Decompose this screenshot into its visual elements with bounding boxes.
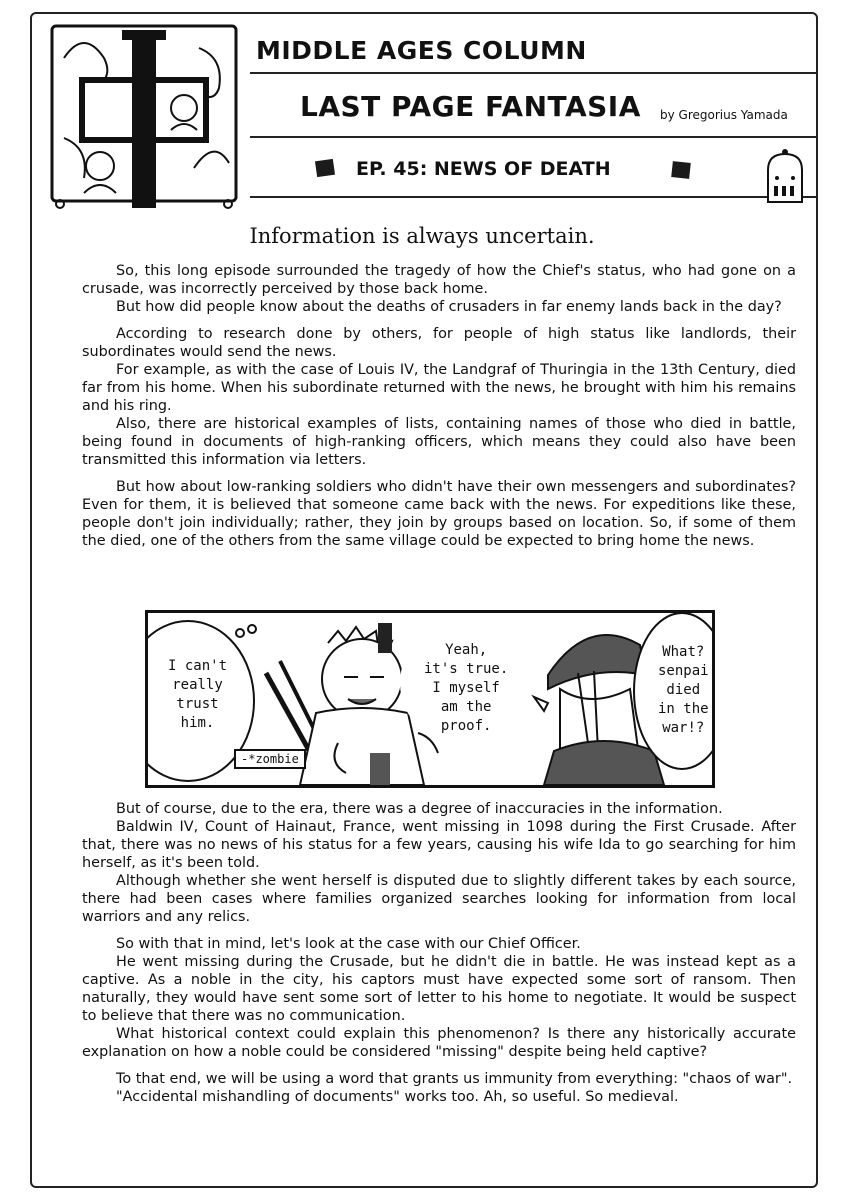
column-title: LAST PAGE FANTASIA	[300, 90, 641, 123]
speech-bubble-left: I can't really trust him.	[168, 658, 228, 731]
article-subtitle: Information is always uncertain.	[249, 224, 595, 248]
illuminated-initial-emblem	[44, 18, 244, 213]
paragraph: Also, there are historical examples of lists, containing names of those who died in battle, being found in documents of high-ranking officers, which means they could also have been transmitted this information via letters.	[82, 416, 796, 468]
salt-shaker-mascot-icon	[760, 148, 810, 204]
author-byline: by Gregorius Yamada	[660, 108, 788, 122]
header-rule	[250, 72, 816, 74]
paragraph: To that end, we will be using a word that grants us immunity from everything: "chaos of war".	[116, 1071, 793, 1087]
paragraph: So with that in mind, let's look at the case with our Chief Officer.	[116, 936, 581, 952]
speech-bubble-right: What? senpai died in the war!?	[658, 644, 709, 736]
comic-panel	[145, 610, 715, 788]
article-body-top	[82, 262, 796, 550]
paragraph: But how about low-ranking soldiers who didn't have their own messengers and subordinates? Even for them, it is believed that someone came back with the news. For expeditions like these, people don't join individually; rather, they join by groups based on location. So, if some of them the died, one of the others from the same village could be expected to bring home the news.	[82, 479, 796, 549]
black-square-icon	[315, 159, 335, 177]
paragraph: What historical context could explain this phenomenon? Is there any historically accurate explanation on how a noble could be considered "missing" despite being held captive?	[82, 1026, 796, 1060]
paragraph: But how did people know about the deaths of crusaders in far enemy lands back in the day?	[116, 299, 782, 315]
paragraph: "Accidental mishandling of documents" works too. Ah, so useful. So medieval.	[116, 1089, 679, 1105]
paragraph: But of course, due to the era, there was a degree of inaccuracies in the information.	[116, 801, 723, 817]
paragraph: He went missing during the Crusade, but he didn't die in battle. He was instead kept as a captive. As a noble in the city, his captors must have expected some sort of ransom. Then naturally, they would have sent some sort of letter to his home to negotiate. It would be suspect to believe that there was no communication.	[82, 954, 796, 1024]
article-body-bottom	[82, 800, 796, 1106]
series-title: MIDDLE AGES COLUMN	[256, 36, 587, 65]
header-rule	[250, 136, 816, 138]
paragraph: Baldwin IV, Count of Hainaut, France, went missing in 1098 during the First Crusade. After that, there was no news of his status for a few years, causing his wife Ida to go searching for him herself, as it's been told.	[82, 819, 796, 871]
zombie-caption: -*zombie	[234, 749, 306, 769]
paragraph: Although whether she went herself is disputed due to slightly different takes by each source, there had been cases where families organized searches looking for information from local warriors and any relics.	[82, 873, 796, 925]
header-rule	[250, 196, 816, 198]
paragraph: So, this long episode surrounded the tragedy of how the Chief's status, who had gone on a crusade, was incorrectly perceived by those back home.	[82, 263, 796, 297]
speech-bubble-middle: Yeah, it's true. I myself am the proof.	[424, 642, 509, 734]
black-square-icon	[671, 161, 691, 179]
episode-title: EP. 45: NEWS OF DEATH	[356, 158, 611, 180]
paragraph: For example, as with the case of Louis IV, the Landgraf of Thuringia in the 13th Century, died far from his home. When his subordinate returned with the news, he brought with him his remains and his ring.	[82, 362, 796, 414]
paragraph: According to research done by others, for people of high status like landlords, their subordinates would send the news.	[82, 326, 796, 360]
